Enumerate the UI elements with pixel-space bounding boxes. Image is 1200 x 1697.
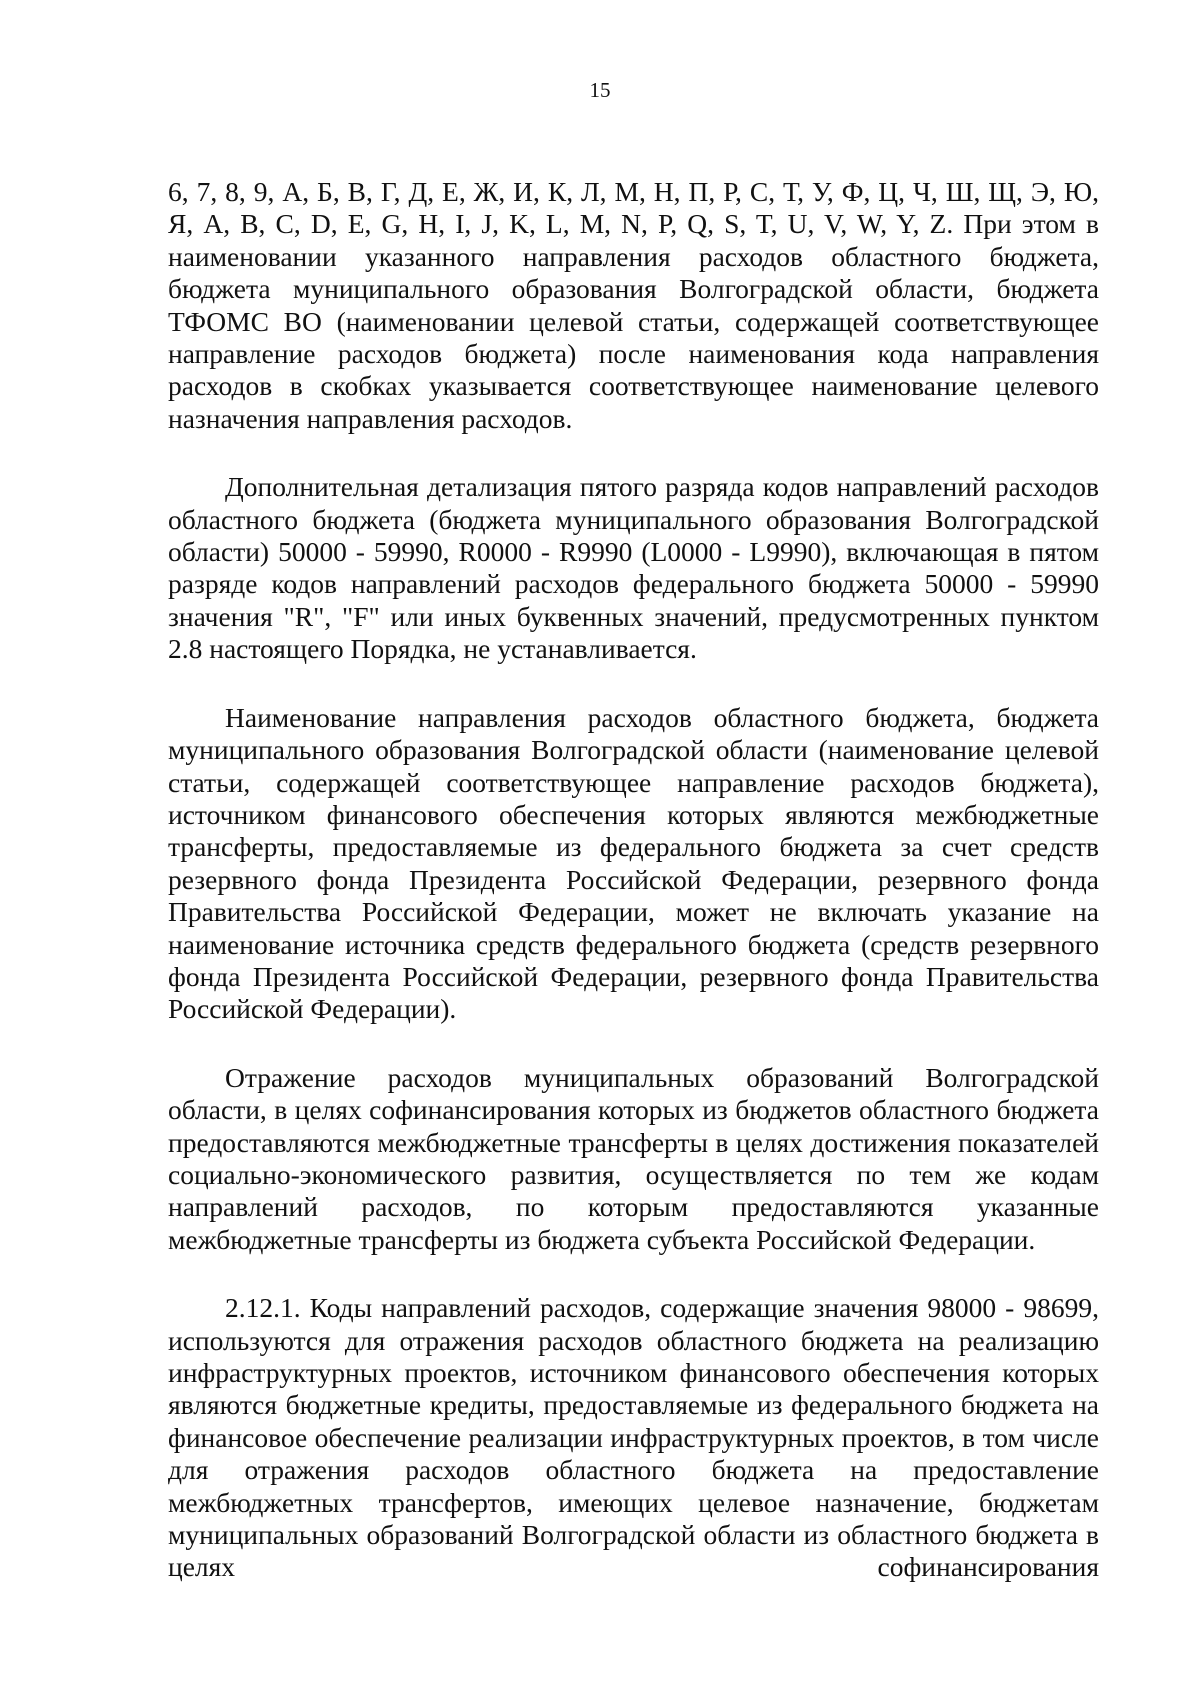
paragraph-section-2-12-1: 2.12.1. Коды направлений расходов, содержащие значения 98000 - 98699, используются для отражения расходов областного бюджета на реализацию инфраструктурных проектов, источником финансового обеспечения которых являются бюджетные кредиты, предоставляемые из федерального бюджета на финансовое обеспечение реализации инфраструктурных проектов, в том числе для отражения расходов областного бюджета на предоставление межбюджетных трансфертов, имеющих целевое назначение, бюджетам муниципальных образований Волгоградской области из областного бюджета в целях софинансирования [168, 1292, 1099, 1583]
document-body [168, 176, 1099, 1584]
paragraph-municipal-expenses: Отражение расходов муниципальных образований Волгоградской области, в целях софинансирования которых из бюджетов областного бюджета предоставляются межбюджетные трансферты в целях достижения показателей социально-экономического развития, осуществляется по тем же кодам направлений расходов, по которым предоставляются указанные межбюджетные трансферты из бюджета субъекта Российской Федерации. [168, 1061, 1099, 1255]
paragraph-continuation: 6, 7, 8, 9, А, Б, В, Г, Д, Е, Ж, И, К, Л, М, Н, П, Р, С, Т, У, Ф, Ц, Ч, Ш, Щ, Э, Ю, Я, A, B, C, D, E, G, H, I, J, K, L, M, N, P, Q, S, T, U, V, W, Y, Z. При этом в наименовании указанного направления расходов областного бюджета, бюджета муниципального образования Волгоградской области, бюджета ТФОМС ВО (наименовании целевой статьи, содержащей соответствующее направление расходов бюджета) после наименования кода направления расходов в скобках указывается соответствующее наименование целевого назначения направления расходов. [168, 176, 1099, 434]
page-number: 15 [589, 78, 611, 102]
paragraph-detailing: Дополнительная детализация пятого разряда кодов направлений расходов областного бюджета (бюджета муниципального образования Волгоградской области) 50000 - 59990, R0000 - R9990 (L0000 - L9990), включающая в пятом разряде кодов направлений расходов федерального бюджета 50000 - 59990 значения "R", "F" или иных буквенных значений, предусмотренных пунктом 2.8 настоящего Порядка, не устанавливается. [168, 471, 1099, 665]
paragraph-naming-reserve-fund: Наименование направления расходов областного бюджета, бюджета муниципального образования Волгоградской области (наименование целевой статьи, содержащей соответствующее направление расходов бюджета), источником финансового обеспечения которых являются межбюджетные трансферты, предоставляемые из федерального бюджета за счет средств резервного фонда Президента Российской Федерации, резервного фонда Правительства Российской Федерации, может не включать указание на наименование источника средств федерального бюджета (средств резервного фонда Президента Российской Федерации, резервного фонда Правительства Российской Федерации). [168, 701, 1099, 1025]
